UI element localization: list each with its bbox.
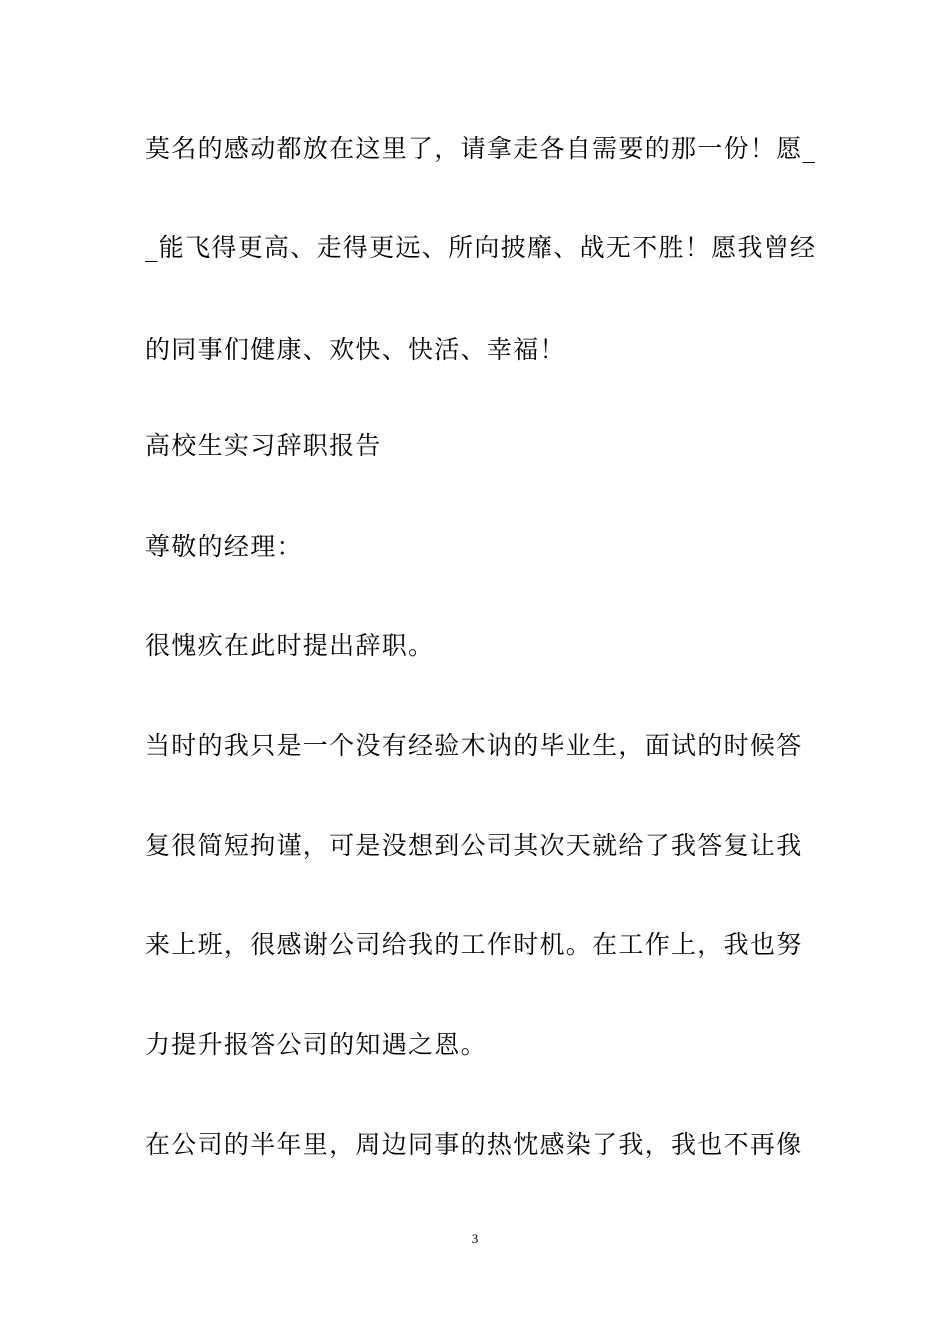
text-line: 的同事们健康、欢快、快活、幸福！: [145, 335, 566, 364]
page-number: 3: [471, 1231, 479, 1246]
text-line: 力提升报答公司的知遇之恩。: [145, 1030, 487, 1059]
text-line: 很愧疚在此时提出辞职。: [145, 631, 435, 660]
salutation: 尊敬的经理：: [145, 532, 303, 561]
text-line: 当时的我只是一个没有经验木讷的毕业生，面试的时候答: [145, 731, 803, 760]
report-title: 高校生实习辞职报告: [145, 431, 382, 460]
text-line: 复很简短拘谨，可是没想到公司其次天就给了我答复让我: [145, 831, 803, 860]
text-line: 莫名的感动都放在这里了，请拿走各自需要的那一份！愿_: [145, 134, 817, 163]
text-line: 来上班，很感谢公司给我的工作时机。在工作上，我也努: [145, 930, 803, 959]
text-line: 在公司的半年里，周边同事的热忱感染了我，我也不再像: [145, 1130, 803, 1159]
text-line: _能飞得更高、走得更远、所向披靡、战无不胜！愿我曾经: [145, 233, 817, 262]
